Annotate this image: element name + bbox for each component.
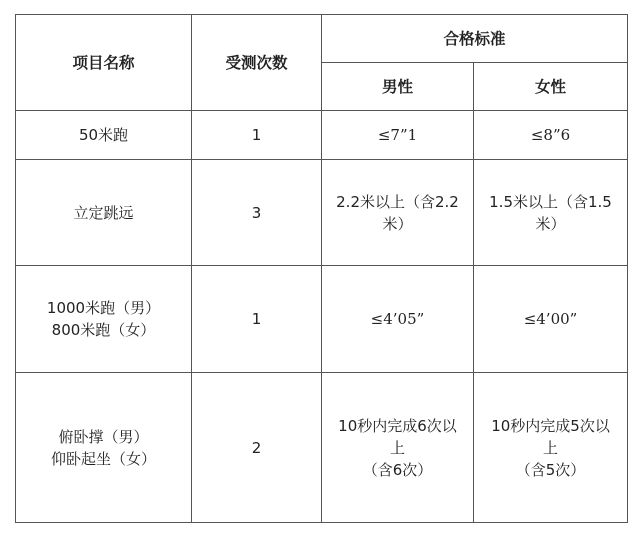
item-text: 仰卧起坐（女） xyxy=(50,449,156,468)
male-standard-text: 2.2米以上（含2.2 xyxy=(336,192,459,211)
male-standard-cell xyxy=(322,373,474,523)
item-text: 俯卧撑（男） xyxy=(58,427,149,446)
item-text: 50米跑 xyxy=(78,126,129,144)
male-standard-text: ≤4’05” xyxy=(370,310,425,328)
female-standard-text: （含5次） xyxy=(515,460,586,479)
female-standard-text: 米） xyxy=(535,214,566,233)
table-row xyxy=(16,373,628,523)
female-standard-text: 上 xyxy=(543,438,559,457)
count-cell: 1 xyxy=(192,111,322,160)
standards-table xyxy=(15,14,628,523)
header-row-top xyxy=(16,15,628,63)
female-standard-text: 1.5米以上（含1.5 xyxy=(489,192,612,211)
count-cell: 3 xyxy=(192,160,322,266)
item-text: 立定跳远 xyxy=(73,203,134,222)
female-standard-text: ≤4’00” xyxy=(523,310,578,328)
male-standard-text: 上 xyxy=(389,438,405,457)
male-standard-text: 10秒内完成6次以 xyxy=(338,416,457,435)
male-standard-text: 米） xyxy=(382,214,413,233)
count-cell: 2 xyxy=(192,373,322,523)
male-standard-text: （含6次） xyxy=(362,460,433,479)
item-cell xyxy=(16,160,192,266)
female-standard-cell xyxy=(474,266,628,373)
male-standard-text: ≤7”1 xyxy=(377,126,418,144)
female-standard-cell xyxy=(474,160,628,266)
header-female: 女性 xyxy=(474,63,628,111)
header-male: 男性 xyxy=(322,63,474,111)
standards-table-wrapper xyxy=(15,14,628,523)
header-standard: 合格标准 xyxy=(322,15,628,63)
header-test-count: 受测次数 xyxy=(192,15,322,111)
item-text: 1000米跑（男） xyxy=(46,299,161,317)
female-standard-cell xyxy=(474,111,628,160)
item-text: 800米跑（女） xyxy=(51,321,156,339)
table-row xyxy=(16,160,628,266)
item-cell xyxy=(16,373,192,523)
table-row xyxy=(16,266,628,373)
item-cell xyxy=(16,111,192,160)
female-standard-text: ≤8”6 xyxy=(530,126,571,144)
female-standard-text: 10秒内完成5次以 xyxy=(491,416,610,435)
header-item-name: 项目名称 xyxy=(16,15,192,111)
item-cell xyxy=(16,266,192,373)
male-standard-cell xyxy=(322,160,474,266)
count-cell: 1 xyxy=(192,266,322,373)
table-row xyxy=(16,111,628,160)
female-standard-cell xyxy=(474,373,628,523)
male-standard-cell xyxy=(322,266,474,373)
male-standard-cell xyxy=(322,111,474,160)
